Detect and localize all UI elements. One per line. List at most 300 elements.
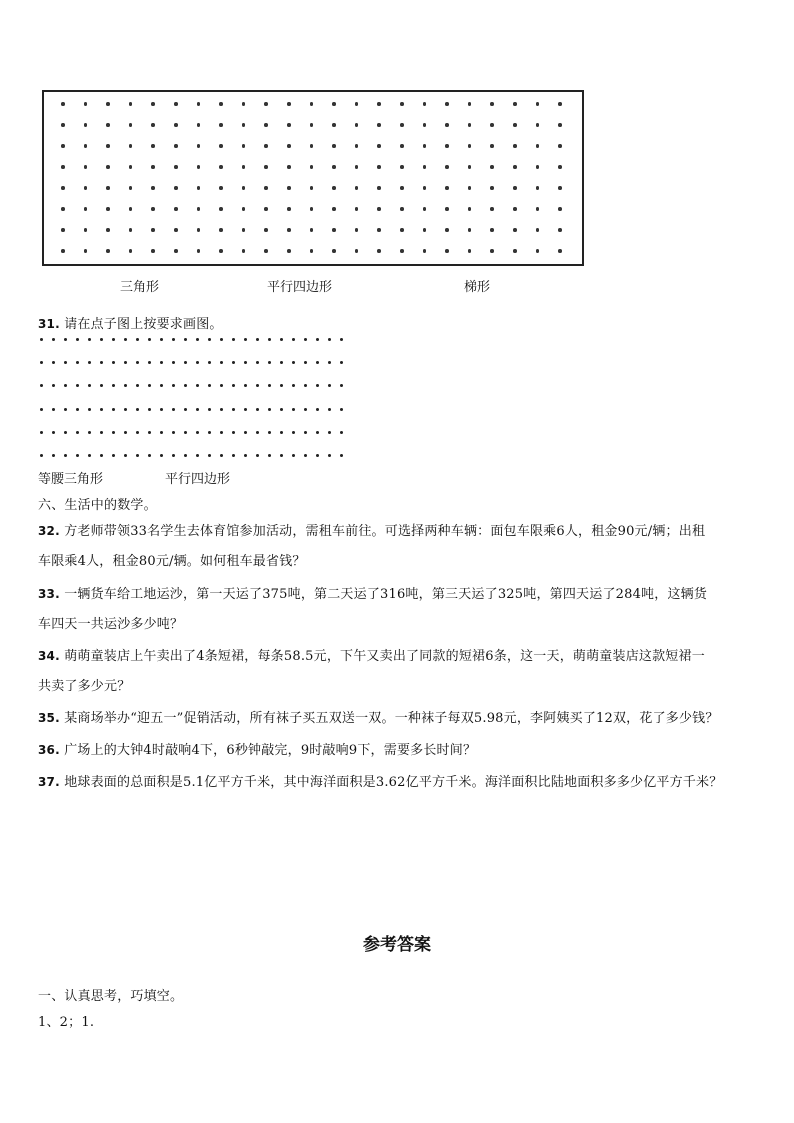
grid-dot [196,431,199,434]
grid-dot [490,207,494,211]
grid-dot [268,361,271,364]
grid-dot [513,123,517,127]
grid-dot [151,144,155,148]
grid-dot [61,228,65,232]
grid-dot [197,165,201,169]
grid-dot [172,431,175,434]
grid-dot [558,102,562,106]
grid-dot [219,249,223,253]
grid-dot [490,228,494,232]
grid-dot [208,361,211,364]
grid-dot [264,165,268,169]
grid-dot [355,144,359,148]
grid-dot [196,408,199,411]
grid-dot [445,207,449,211]
grid-dot [100,338,103,341]
grid-dot [151,249,155,253]
grid-dot [219,102,223,106]
grid-dot [84,249,88,253]
grid-dot [129,165,133,169]
grid-dot [377,123,381,127]
grid-dot [256,431,259,434]
grid-dot [264,123,268,127]
grid-dot [287,123,291,127]
grid-dot [355,102,359,106]
grid-dot [106,228,110,232]
question-text: 请在点子图上按要求画图。 [64,317,223,332]
grid-dot [76,431,79,434]
grid-dot [40,384,43,387]
grid-dot [136,408,139,411]
grid-dot [304,431,307,434]
grid-dot [174,207,178,211]
grid-dot [377,228,381,232]
grid-dot [340,361,343,364]
grid-dot [174,123,178,127]
grid-dot [468,207,472,211]
grid-dot [310,144,314,148]
grid-dot [536,207,540,211]
grid-dot [84,207,88,211]
grid-dot [52,338,55,341]
question-number: 34. [38,649,60,663]
grid-dot [287,228,291,232]
grid-dot [468,144,472,148]
grid-dot [242,144,246,148]
grid-dot [64,408,67,411]
grid-dot [310,249,314,253]
question-number: 35. [38,711,60,725]
grid-dot [292,454,295,457]
grid-dot [232,454,235,457]
grid-dot [112,408,115,411]
grid-dot [468,249,472,253]
grid-dot [310,165,314,169]
grid-dot [513,249,517,253]
grid-dot [232,384,235,387]
grid-dot [232,408,235,411]
grid-dot [196,338,199,341]
grid-dot [100,408,103,411]
grid-dot [445,228,449,232]
grid-dot [76,338,79,341]
grid-dot [64,338,67,341]
grid-dot [316,338,319,341]
question-text: 地球表面的总面积是5.1亿平方千米，其中海洋面积是3.62亿平方千米。海洋面积比陆地面积多多少亿平方千米？ [64,775,723,790]
label-triangle: 三角形 [120,280,160,295]
question-35 [38,707,719,726]
grid-dot [536,123,540,127]
grid-dot [310,123,314,127]
grid-dot [287,102,291,106]
grid-dot [219,228,223,232]
question-33-line-2: 车四天一共运沙多少吨？ [38,617,184,632]
grid-dot [129,207,133,211]
grid-dot [196,384,199,387]
grid-dot [61,123,65,127]
question-number: 36. [38,743,60,757]
grid-dot [400,249,404,253]
grid-dot [400,102,404,106]
grid-dot [40,454,43,457]
grid-dot [172,384,175,387]
grid-dot [184,408,187,411]
grid-dot [304,384,307,387]
grid-dot [64,454,67,457]
question-text: 萌萌童装店上午卖出了4条短裙，每条58.5元，下午又卖出了同款的短裙6条，这一天，萌萌童装店这款短裙一 [64,649,705,664]
grid-dot [76,454,79,457]
grid-dot [106,249,110,253]
grid-dot [124,408,127,411]
grid-dot [129,144,133,148]
grid-dot [328,454,331,457]
grid-dot [490,186,494,190]
label-isosceles-triangle: 等腰三角形 [38,472,104,487]
grid-dot [558,186,562,190]
grid-dot [242,123,246,127]
grid-dot [184,431,187,434]
grid-dot [61,144,65,148]
grid-dot [208,384,211,387]
grid-dot [160,338,163,341]
grid-dot [151,186,155,190]
grid-dot [340,338,343,341]
grid-dot [174,228,178,232]
grid-dot [244,454,247,457]
grid-dot [112,338,115,341]
grid-dot [174,165,178,169]
grid-dot [400,165,404,169]
grid-dot [160,431,163,434]
grid-dot [292,338,295,341]
grid-dot [264,102,268,106]
grid-dot [310,186,314,190]
grid-dot [292,361,295,364]
label-parallelogram-31: 平行四边形 [165,472,231,487]
grid-dot [61,186,65,190]
question-34-line-1 [38,645,705,664]
grid-dot [52,431,55,434]
question-34-line-2: 共卖了多少元？ [38,679,131,694]
question-36 [38,739,476,758]
grid-dot [124,338,127,341]
grid-dot [88,384,91,387]
grid-dot [328,338,331,341]
grid-dot [112,384,115,387]
grid-dot [332,102,336,106]
grid-dot [304,454,307,457]
grid-dot [219,165,223,169]
grid-dot [558,228,562,232]
grid-dot [151,207,155,211]
grid-dot [242,249,246,253]
grid-dot [208,338,211,341]
grid-dot [64,431,67,434]
grid-dot [513,165,517,169]
grid-dot [124,361,127,364]
grid-dot [264,207,268,211]
question-text: 方老师带领33名学生去体育馆参加活动，需租车前往。可选择两种车辆：面包车限乘6人，租金90元/辆；出租 [64,524,706,539]
grid-dot [355,123,359,127]
grid-dot [208,408,211,411]
grid-dot [151,102,155,106]
grid-dot [64,361,67,364]
grid-dot [52,408,55,411]
grid-dot [61,165,65,169]
grid-dot [445,165,449,169]
grid-dot [136,454,139,457]
label-parallelogram: 平行四边形 [267,280,333,295]
grid-dot [76,408,79,411]
question-number: 33. [38,587,60,601]
grid-dot [40,431,43,434]
answers-title: 参考答案 [363,935,431,955]
grid-dot [355,165,359,169]
grid-dot [151,228,155,232]
grid-dot [316,454,319,457]
grid-dot [332,165,336,169]
grid-dot [536,249,540,253]
question-31 [38,313,223,332]
question-number: 31. [38,317,60,331]
grid-dot [52,361,55,364]
question-text: 广场上的大钟4时敲响4下，6秒钟敲完，9时敲响9下，需要多长时间？ [64,743,477,758]
grid-dot [129,123,133,127]
grid-dot [232,431,235,434]
grid-dot [316,408,319,411]
grid-dot [332,207,336,211]
grid-dot [310,207,314,211]
grid-dot [219,186,223,190]
grid-dot [490,165,494,169]
grid-dot [112,431,115,434]
grid-dot [445,123,449,127]
grid-dot [174,249,178,253]
grid-dot [468,123,472,127]
grid-dot [332,144,336,148]
grid-dot [88,408,91,411]
grid-dot [287,144,291,148]
answer-1: 1、2；1. [38,1015,95,1030]
grid-dot [61,249,65,253]
grid-dot [160,361,163,364]
label-trapezoid: 梯形 [464,280,491,295]
grid-dot [151,123,155,127]
grid-dot [536,144,540,148]
grid-dot [220,431,223,434]
grid-dot [232,361,235,364]
grid-dot [129,186,133,190]
grid-dot [268,431,271,434]
grid-dot [197,186,201,190]
grid-dot [268,338,271,341]
grid-dot [316,431,319,434]
grid-dot [328,431,331,434]
grid-dot [174,186,178,190]
grid-dot [316,361,319,364]
grid-dot [197,207,201,211]
grid-dot [136,431,139,434]
grid-dot [558,207,562,211]
grid-dot [84,102,88,106]
grid-dot [256,338,259,341]
grid-dot [112,361,115,364]
grid-dot [64,384,67,387]
grid-dot [148,408,151,411]
grid-dot [136,338,139,341]
grid-dot [208,454,211,457]
grid-dot [280,454,283,457]
grid-dot [536,165,540,169]
grid-dot [310,102,314,106]
grid-dot [400,144,404,148]
grid-dot [242,186,246,190]
grid-dot [160,454,163,457]
grid-dot [377,249,381,253]
grid-dot [468,165,472,169]
grid-dot [328,384,331,387]
question-number: 32. [38,524,60,538]
grid-dot [244,408,247,411]
grid-dot [88,431,91,434]
grid-dot [197,144,201,148]
grid-dot [100,384,103,387]
grid-dot [148,431,151,434]
grid-dot [377,165,381,169]
grid-dot [208,431,211,434]
grid-dot [332,123,336,127]
grid-dot [340,408,343,411]
grid-dot [423,123,427,127]
grid-dot [355,228,359,232]
grid-dot [220,454,223,457]
grid-dot [148,454,151,457]
grid-dot [264,249,268,253]
grid-dot [84,144,88,148]
grid-dot [268,384,271,387]
grid-dot [106,186,110,190]
grid-dot [445,249,449,253]
grid-dot [558,249,562,253]
grid-dot [106,165,110,169]
grid-dot [244,384,247,387]
grid-dot [304,361,307,364]
grid-dot [160,408,163,411]
grid-dot [558,123,562,127]
grid-dot [490,144,494,148]
grid-dot [558,165,562,169]
grid-dot [84,165,88,169]
grid-dot [106,123,110,127]
grid-dot [332,228,336,232]
grid-dot [88,454,91,457]
grid-dot [287,207,291,211]
grid-dot [377,144,381,148]
grid-dot [377,102,381,106]
grid-dot [220,361,223,364]
grid-dot [287,249,291,253]
grid-dot [292,431,295,434]
grid-dot [197,102,201,106]
grid-dot [264,144,268,148]
grid-dot [88,338,91,341]
grid-dot [244,431,247,434]
grid-dot [61,102,65,106]
grid-dot [490,123,494,127]
grid-dot [423,207,427,211]
grid-dot [423,186,427,190]
grid-dot [160,384,163,387]
grid-dot [197,228,201,232]
grid-dot [88,361,91,364]
grid-dot [40,408,43,411]
grid-dot [184,361,187,364]
question-text: 一辆货车给工地运沙，第一天运了375吨，第二天运了316吨，第三天运了325吨，第四天运了284吨，这辆货 [64,587,708,602]
grid-dot [196,454,199,457]
grid-dot [100,431,103,434]
grid-dot [268,454,271,457]
grid-dot [468,228,472,232]
grid-dot [148,338,151,341]
grid-dot [220,384,223,387]
grid-dot [513,186,517,190]
grid-dot [256,361,259,364]
grid-dot [304,408,307,411]
grid-dot [100,361,103,364]
grid-dot [184,384,187,387]
grid-dot [196,361,199,364]
grid-dot [106,144,110,148]
grid-dot [445,144,449,148]
grid-dot [184,454,187,457]
grid-dot [292,408,295,411]
question-37 [38,771,722,790]
grid-dot [172,338,175,341]
grid-dot [112,454,115,457]
grid-dot [256,384,259,387]
grid-dot [52,454,55,457]
grid-dot [40,338,43,341]
grid-dot [513,207,517,211]
grid-dot [219,123,223,127]
grid-dot [244,338,247,341]
grid-dot [220,338,223,341]
grid-dot [287,186,291,190]
grid-dot [232,338,235,341]
grid-dot [355,249,359,253]
grid-dot [174,144,178,148]
grid-dot [490,102,494,106]
grid-dot [172,361,175,364]
grid-dot [76,384,79,387]
grid-dot [197,249,201,253]
grid-dot [242,165,246,169]
grid-dot [400,207,404,211]
grid-dot [280,338,283,341]
grid-dot [264,228,268,232]
grid-dot [124,384,127,387]
grid-dot [423,102,427,106]
question-32-line-2: 车限乘4人，租金80元/辆。如何租车最省钱？ [38,554,306,569]
grid-dot [280,384,283,387]
grid-dot [536,102,540,106]
grid-dot [124,454,127,457]
grid-dot [242,102,246,106]
q31-dot-grid [38,334,348,462]
grid-dot [184,338,187,341]
grid-dot [287,165,291,169]
grid-dot [280,361,283,364]
